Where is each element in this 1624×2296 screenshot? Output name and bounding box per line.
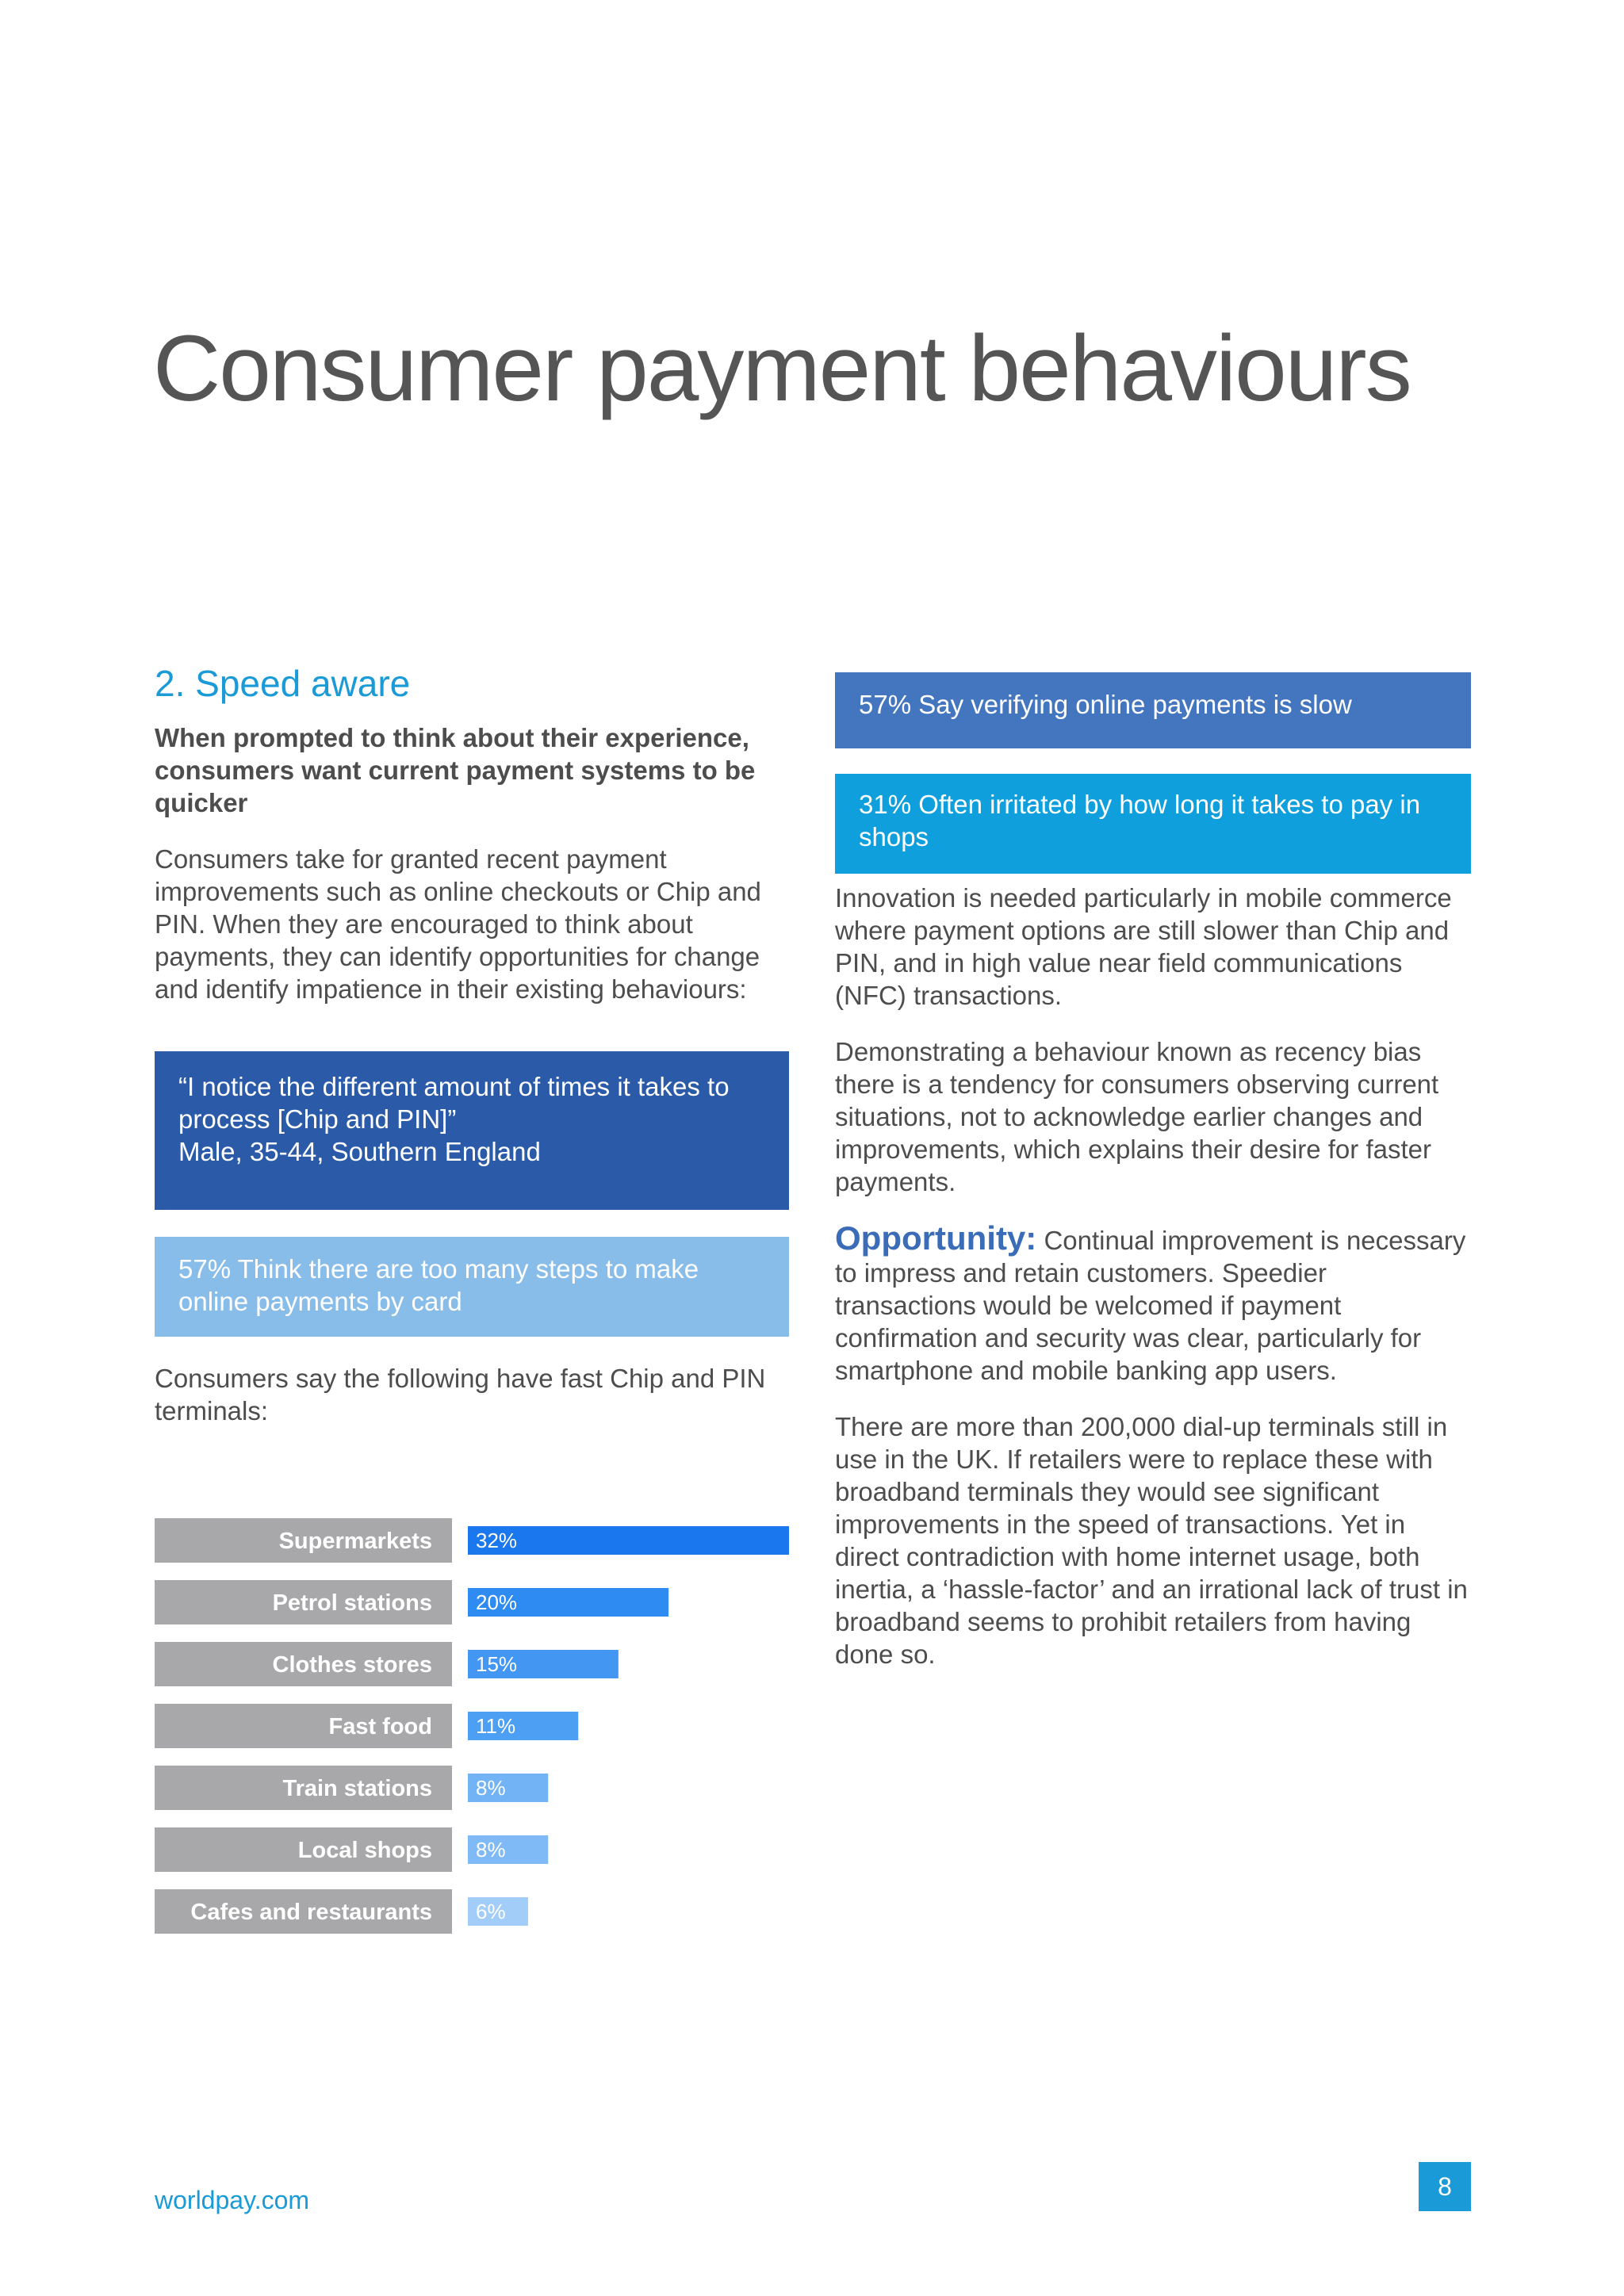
quote-box xyxy=(155,1051,789,1210)
right-column xyxy=(835,672,1471,1670)
opportunity-paragraph xyxy=(835,1219,1471,1387)
verify-stat-box xyxy=(835,672,1471,748)
chart-intro: Consumers say the following have fast Chip and PIN terminals: xyxy=(155,1364,766,1426)
bar-category-label: Cafes and restaurants xyxy=(190,1900,432,1925)
bar-value-label: 32% xyxy=(476,1529,518,1552)
bar-value-label: 20% xyxy=(476,1590,518,1614)
recency-paragraph: Demonstrating a behaviour known as recency bias there is a tendency for consumers observing current situations, not to acknowledge earlier changes and improvements, which explains their desire for faster payments. xyxy=(835,1037,1439,1196)
quote-text: “I notice the different amount of times it takes to process [Chip and PIN]” xyxy=(178,1072,730,1135)
bar-value-label: 6% xyxy=(476,1900,506,1923)
terminal-speed-chart xyxy=(155,1518,793,1938)
steps-stat-text: 57% Think there are too many steps to make online payments by card xyxy=(178,1254,699,1317)
bar-value-label: 15% xyxy=(476,1652,518,1676)
lead-paragraph: When prompted to think about their experience, consumers want current payment systems to be quicker xyxy=(155,723,756,818)
innovation-paragraph: Innovation is needed particularly in mobile commerce where payment options are still slower than Chip and PIN, and in high value near field communications (NFC) transactions. xyxy=(835,883,1452,1010)
worldpay-link[interactable]: worldpay.com xyxy=(155,2186,310,2214)
section-title: 2. Speed aware xyxy=(155,663,411,704)
bar-value-label: 8% xyxy=(476,1838,506,1862)
bar-category-label: Fast food xyxy=(328,1714,432,1739)
irritated-stat-box xyxy=(835,774,1471,874)
bar-category-label: Supermarkets xyxy=(278,1529,432,1554)
page-title: Consumer payment behaviours xyxy=(153,316,1411,421)
dialup-paragraph: There are more than 200,000 dial-up terminals still in use in the UK. If retailers were to replace these with broadband terminals they would see significant improvements in the speed of transactions. Yet in direct contradiction with home internet usage, both inertia, a ‘hassle-factor’ and an irrational lack of trust in broadband seems to prohibit retailers from having done so. xyxy=(835,1412,1468,1669)
page-number: 8 xyxy=(1419,2162,1471,2211)
bar-category-label: Local shops xyxy=(297,1838,432,1863)
left-column xyxy=(155,662,789,1427)
quote-attribution: Male, 35-44, Southern England xyxy=(178,1137,541,1167)
intro-paragraph: Consumers take for granted recent payment improvements such as online checkouts or Chip and PIN. When they are encouraged to think about payments, they can identify opportunities for change and identify impatience in their existing behaviours: xyxy=(155,844,761,1004)
bar-category-label: Petrol stations xyxy=(272,1590,432,1616)
opportunity-label: Opportunity: xyxy=(835,1219,1037,1257)
opportunity-text: Continual improvement is necessary to impress and retain customers. Speedier transactions would be welcomed if payment confirmation and security was clear, particularly for smartphone and mobile banking app users. xyxy=(835,1226,1466,1385)
bar-category-label: Train stations xyxy=(282,1776,432,1801)
bar-category-label: Clothes stores xyxy=(272,1652,432,1678)
bar-value-label: 8% xyxy=(476,1776,506,1800)
irritated-stat-text: 31% Often irritated by how long it takes to pay in shops xyxy=(859,790,1421,851)
bar-chart-svg xyxy=(155,1518,793,1938)
steps-stat-box xyxy=(155,1237,789,1337)
bar-value-label: 11% xyxy=(476,1714,516,1738)
verify-stat-text: 57% Say verifying online payments is slow xyxy=(859,690,1352,719)
